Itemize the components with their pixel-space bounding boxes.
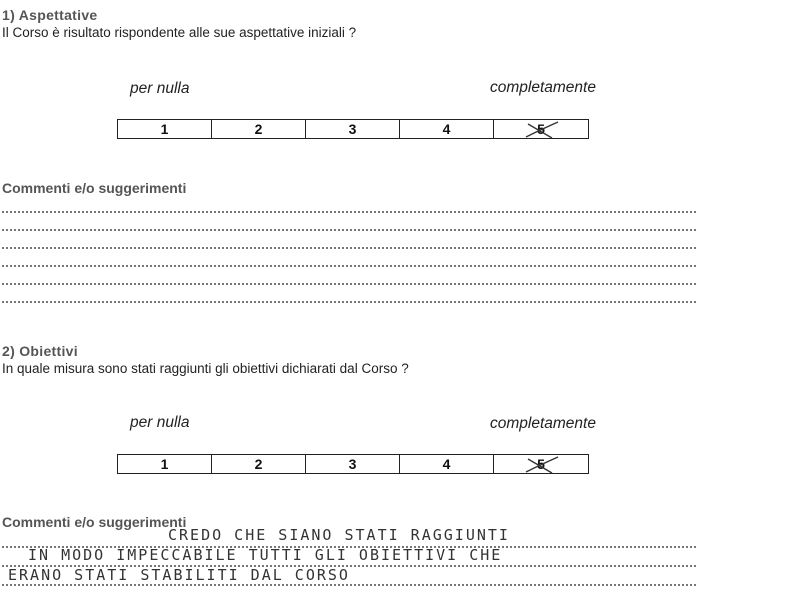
option-label: 1 [160,121,169,137]
option-label: 4 [442,121,451,137]
comment-line[interactable] [2,300,696,303]
option-label: 3 [348,456,357,472]
option-label: 2 [254,121,263,137]
rating-2-option-2[interactable] [212,455,306,473]
section-1-title: 1) Aspettative [2,7,98,23]
rating-1-option-1[interactable] [118,120,212,138]
section-1-comments-title: Commenti e/o suggerimenti [2,180,187,196]
scale-2-low-label: per nulla [130,414,190,431]
option-label: 5 [537,456,545,472]
handwritten-comment-line-3: ERANO STATI STABILITI DAL CORSO [8,566,350,584]
rating-1-option-2[interactable] [212,120,306,138]
comment-line[interactable] [2,282,696,285]
scale-1-low-label: per nulla [130,80,190,97]
rating-scale-1[interactable] [117,119,589,139]
rating-1-option-5[interactable] [494,120,588,138]
section-1-question: Il Corso è risultato rispondente alle sue aspettative iniziali ? [2,25,357,40]
section-2-comments-title: Commenti e/o suggerimenti [2,514,187,530]
rating-2-option-4[interactable] [400,455,494,473]
section-2-question: In quale misura sono stati raggiunti gli obiettivi dichiarati dal Corso ? [2,361,409,376]
handwritten-comment-line-1: CREDO CHE SIANO STATI RAGGIUNTI [168,526,510,544]
option-label: 2 [254,456,263,472]
comment-line[interactable] [2,210,696,213]
scale-2-high-label: completamente [490,415,596,432]
rating-scale-2[interactable] [117,454,589,474]
rating-2-option-1[interactable] [118,455,212,473]
rating-1-option-4[interactable] [400,120,494,138]
scale-1-high-label: completamente [490,79,596,96]
option-label: 4 [442,456,451,472]
option-label: 5 [537,121,545,137]
rating-1-option-3[interactable] [306,120,400,138]
option-label: 1 [160,456,169,472]
option-label: 3 [348,121,357,137]
handwritten-comment-line-2: IN MODO IMPECCABILE TUTTI GLI OBIETTIVI CHE [28,546,503,564]
section-2-title: 2) Obiettivi [2,343,78,359]
rating-2-option-3[interactable] [306,455,400,473]
comment-line[interactable] [2,246,696,249]
comment-line[interactable] [2,264,696,267]
rating-2-option-5[interactable] [494,455,588,473]
comment-line[interactable] [2,228,696,231]
